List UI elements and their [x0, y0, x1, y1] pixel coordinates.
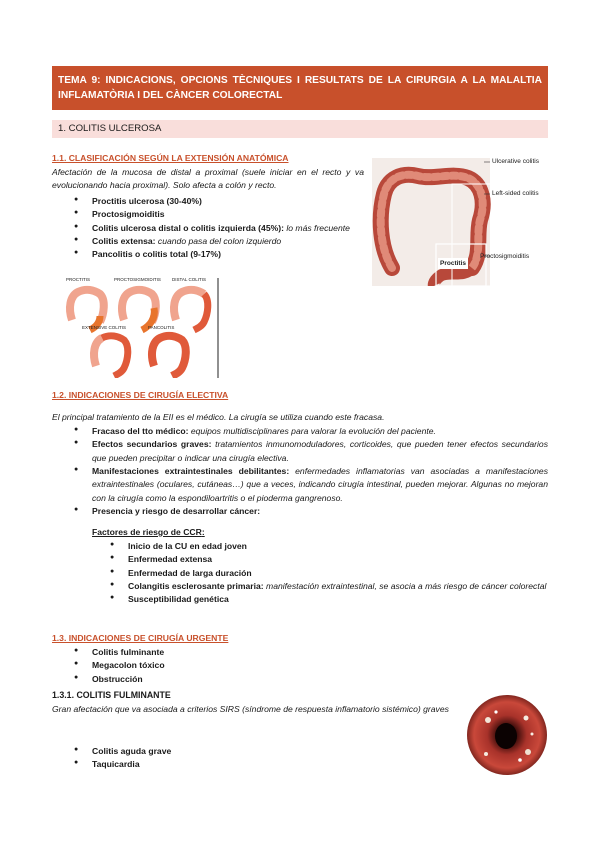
label-proctosigmoiditis-small: PROCTOSIGMOIDITIS	[114, 277, 161, 282]
list-electiva	[70, 425, 548, 518]
list-item: ● Colitis fulminante	[70, 646, 370, 659]
list-item: ● Colangitis esclerosante primaria: manifestación extraintestinal, se asocia a más riesgo de cáncer colorectal	[106, 580, 548, 593]
list-item: ● Susceptibilidad genética	[106, 593, 548, 606]
document-title: TEMA 9: INDICACIONS, OPCIONS TÈCNIQUES I RESULTATS DE LA CIRURGIA A LA MALALTIA INFLAMATÒRIA I DEL CÀNCER COLORECTAL	[52, 66, 548, 110]
heading-colitis-fulminante: 1.3.1. COLITIS FULMINANTE	[52, 690, 171, 700]
label-left-sided-colitis: Left-sided colitis	[492, 190, 539, 197]
paragraph-gran-afectacion: Gran afectación que va asociada a criterios SIRS (síndrome de respuesta inflamatorio sistémico) graves	[52, 704, 449, 714]
endoscopy-illustration	[466, 694, 548, 776]
list-item: ● Proctosigmoiditis	[70, 208, 370, 221]
colon-anatomy-figure	[372, 158, 548, 286]
label-proctosigmoiditis: Proctosigmoiditis	[480, 253, 530, 260]
endoscopy-image	[466, 694, 548, 776]
label-distal-colitis-small: DISTAL COLITIS	[172, 277, 207, 282]
list-item: ● Proctitis ulcerosa (30-40%)	[70, 195, 370, 208]
colitis-types-figure	[62, 278, 222, 378]
risk-factors-heading: Factores de riesgo de CCR:	[92, 527, 205, 537]
list-item: ● Manifestaciones extraintestinales debilitantes: enfermedades inflamatorias van asociadas a manifestaciones extraintestinales (oculares, cutáneas…) que a veces, indicando cirugía intestinal, pueden mejorar. Algunas no mejoran con la cirugía como la espondiloartritis o el pioderma gangrenoso.	[70, 465, 548, 505]
list-risk-factors	[106, 540, 548, 607]
heading-cirugia-electiva: 1.2. INDICACIONES DE CIRUGÍA ELECTIVA	[52, 390, 229, 400]
list-item: ● Colitis ulcerosa distal o colitis izquierda (45%): lo más frecuente	[70, 222, 370, 235]
paragraph-afectacion: Afectación de la mucosa de distal a proximal (suele iniciar en el recto y va evolucionando hacia proximal). Solo afecta a colón y recto.	[52, 167, 364, 191]
list-urgente	[70, 646, 370, 686]
label-extensive-colitis-small: EXTENSIVE COLITIS	[82, 325, 127, 330]
list-fulminante	[70, 745, 370, 772]
list-item: ● Pancolitis o colitis total (9-17%)	[70, 248, 370, 261]
label-ulcerative-colitis: Ulcerative colitis	[492, 158, 539, 165]
list-item: ● Obstrucción	[70, 673, 370, 686]
list-item: ● Enfermedad extensa	[106, 553, 548, 566]
list-item: ● Fracaso del tto médico: equipos multidisciplinares para valorar la evolución del paciente.	[70, 425, 548, 438]
heading-clasificacion: 1.1. CLASIFICACIÓN SEGÚN LA EXTENSIÓN ANATÓMICA	[52, 153, 289, 163]
list-item: ● Inicio de la CU en edad joven	[106, 540, 548, 553]
paragraph-tratamiento: El principal tratamiento de la EII es el médico. La cirugía se utiliza cuando este fracasa.	[52, 412, 385, 422]
list-item: ● Colitis aguda grave	[70, 745, 370, 758]
section-heading-colitis-ulcerosa: 1. COLITIS ULCEROSA	[52, 120, 548, 138]
label-pancolitis-small: PANCOLITIS	[148, 325, 175, 330]
list-item: ● Presencia y riesgo de desarrollar cáncer:	[70, 505, 548, 518]
label-proctitis: Proctitis	[440, 260, 467, 267]
list-item: ● Megacolon tóxico	[70, 659, 370, 672]
list-item: ● Enfermedad de larga duración	[106, 567, 548, 580]
label-proctitis-small: PROCTITIS	[66, 277, 91, 282]
list-item: ● Efectos secundarios graves: tratamientos inmunomoduladores, corticoides, que pueden tener efectos secundarios que pueden precipitar o indicar una cirugía electiva.	[70, 438, 548, 465]
heading-cirugia-urgente: 1.3. INDICACIONES DE CIRUGÍA URGENTE	[52, 633, 229, 643]
list-item: ● Colitis extensa: cuando pasa del colon izquierdo	[70, 235, 370, 248]
list-extension	[70, 195, 370, 262]
list-item: ● Taquicardia	[70, 758, 370, 771]
